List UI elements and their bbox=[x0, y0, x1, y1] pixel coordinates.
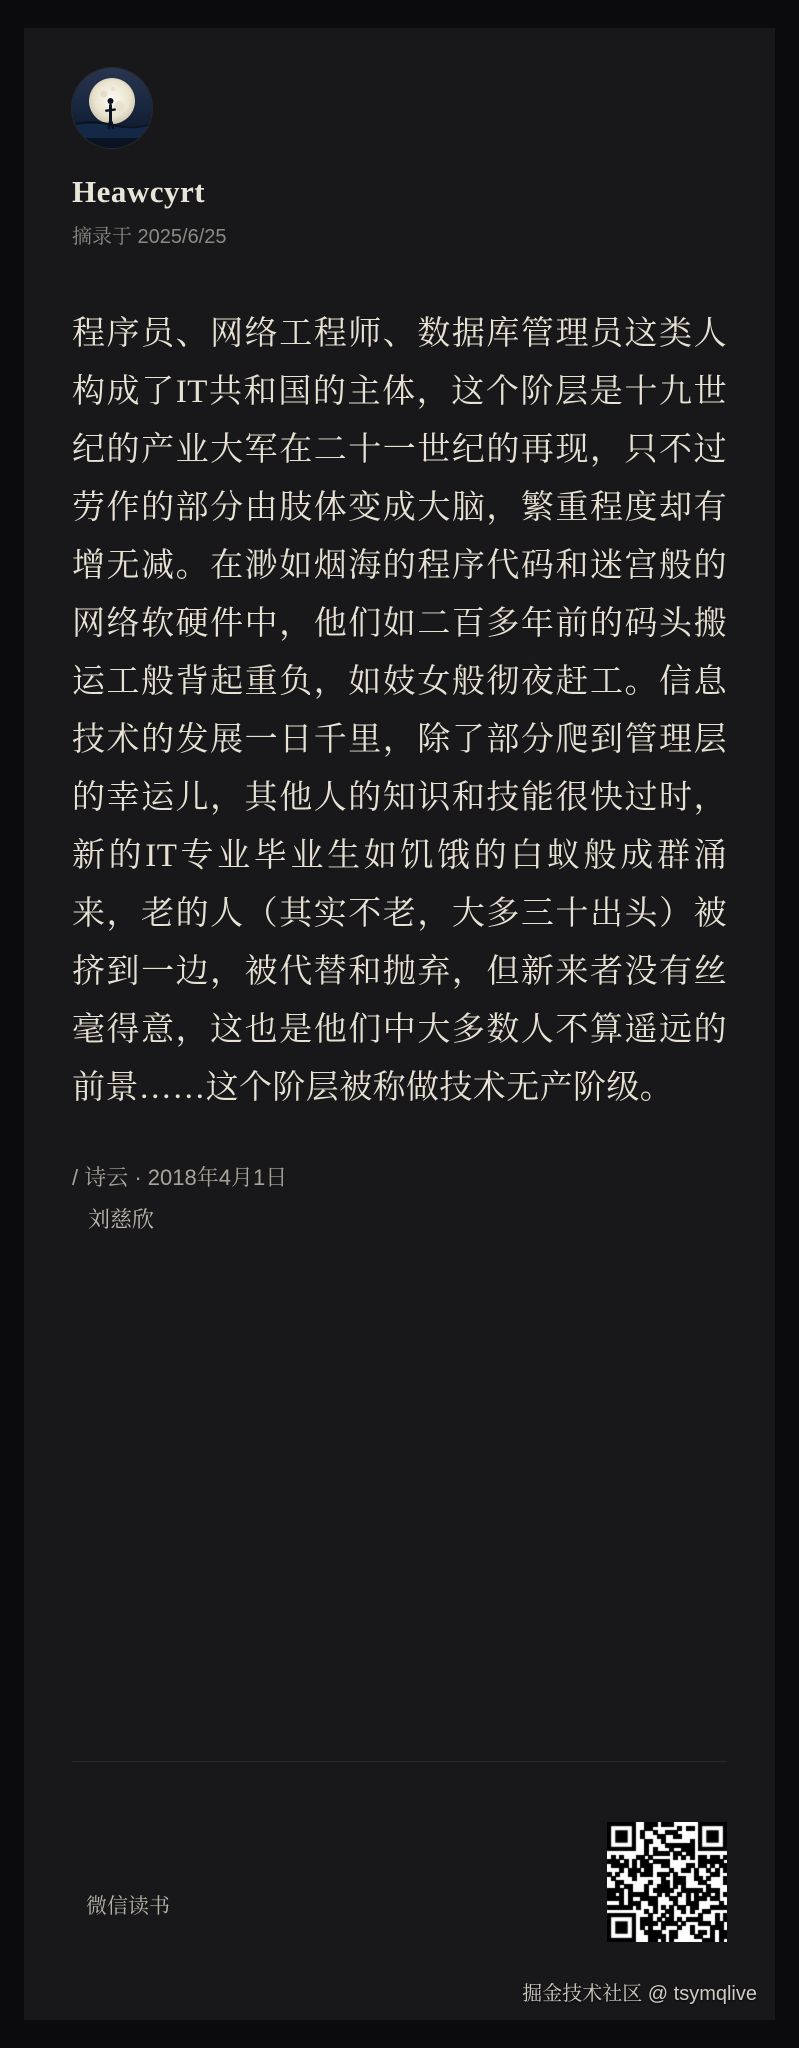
moon-person-avatar-icon bbox=[72, 68, 152, 148]
card-footer bbox=[72, 1822, 727, 1942]
divider bbox=[72, 1761, 727, 1762]
source-author: 刘慈欣 bbox=[88, 1207, 155, 1232]
avatar[interactable] bbox=[72, 68, 152, 148]
source-book: / 诗云 · 2018年4月1日 bbox=[72, 1165, 288, 1190]
source-block bbox=[72, 1159, 727, 1239]
quote-card bbox=[24, 28, 775, 2020]
quote-body: 程序员、网络工程师、数据库管理员这类人构成了IT共和国的主体，这个阶层是十九世纪的产业大军在二十一世纪的再现，只不过劳作的部分由肢体变成大脑，繁重程度却有增无减。在渺如烟海的程序代码和迷宫般的网络软硬件中，他们如二百多年前的码头搬运工般背起重负，如妓女般彻夜赶工。信息技术的发展一日千里，除了部分爬到管理层的幸运儿，其他人的知识和技能很快过时，新的IT专业毕业生如饥饿的白蚁般成群涌来，老的人（其实不老，大多三十出头）被挤到一边，被代替和抛弃，但新来者没有丝毫得意，这也是他们中大多数人不算遥远的前景……这个阶层被称做技术无产阶级。 bbox=[72, 316, 727, 1106]
watermark: 掘金技术社区 @ tsymqlive bbox=[522, 1983, 757, 2005]
footer-brand: 微信读书 bbox=[86, 1895, 170, 1918]
author-name: Heawcyrt bbox=[72, 174, 206, 209]
excerpt-date: 摘录于 2025/6/25 bbox=[72, 226, 227, 248]
qr-code-icon[interactable] bbox=[607, 1822, 727, 1942]
